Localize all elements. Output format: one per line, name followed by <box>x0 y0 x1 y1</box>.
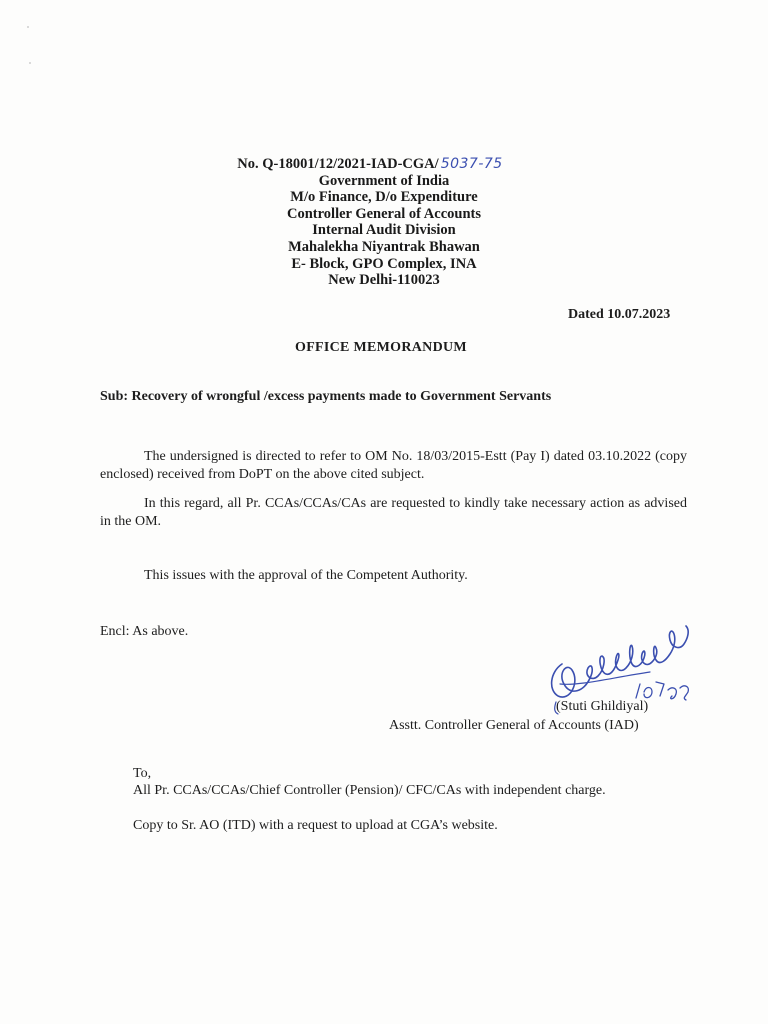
body-paragraph: The undersigned is directed to refer to OM No. 18/03/2015-Estt (Pay I) dated 03.10.2022 (copy enclosed) received from DoPT on the above cited subject. <box>100 449 687 482</box>
body-paragraph: In this regard, all Pr. CCAs/CCAs/CAs are requested to kindly take necessary action as advised in the OM. <box>100 496 687 529</box>
signatory-name: (Stuti Ghildiyal) <box>556 699 649 714</box>
letterhead-line: M/o Finance, D/o Expenditure <box>290 189 478 206</box>
letterhead-line: E- Block, GPO Complex, INA <box>291 255 477 272</box>
enclosure-note: Encl: As above. <box>100 624 189 639</box>
document-date: Dated 10.07.2023 <box>568 307 671 322</box>
letterhead-line: Controller General of Accounts <box>287 205 481 222</box>
signatory-designation: Asstt. Controller General of Accounts (IAD) <box>389 718 639 733</box>
letterhead-line: New Delhi-110023 <box>328 272 440 289</box>
addressee-text: All Pr. CCAs/CCAs/Chief Controller (Pension)/ CFC/CAs with independent charge. <box>133 783 606 798</box>
subject-line: Sub: Recovery of wrongful /excess payments made to Government Servants <box>100 389 552 404</box>
handwritten-reference: 5037-75 <box>440 156 503 172</box>
memo-title: OFFICE MEMORANDUM <box>295 340 467 355</box>
letterhead-line: Mahalekha Niyantrak Bhawan <box>288 238 480 255</box>
letterhead-line: Government of India <box>318 172 450 189</box>
letterhead <box>0 156 768 289</box>
reference-number-line <box>0 156 754 173</box>
scan-speck <box>27 26 29 28</box>
letterhead-line: Internal Audit Division <box>312 222 456 239</box>
scan-speck <box>29 62 31 64</box>
copy-to-text: Copy to Sr. AO (ITD) with a request to upload at CGA’s website. <box>133 818 498 833</box>
reference-number: No. Q-18001/12/2021-IAD-CGA/ <box>237 156 439 172</box>
body-paragraph: This issues with the approval of the Competent Authority. <box>144 568 468 583</box>
addressee-label: To, <box>133 766 152 781</box>
